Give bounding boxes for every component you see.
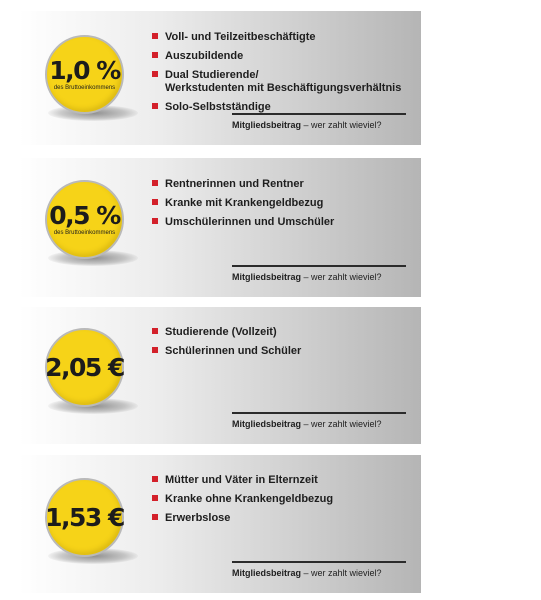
member-group-list bbox=[152, 31, 401, 120]
list-item: Kranke ohne Krankengeldbezug bbox=[152, 493, 333, 506]
rate-value: 2,05 € bbox=[45, 353, 124, 382]
rate-badge bbox=[45, 478, 124, 557]
rate-badge bbox=[45, 35, 124, 114]
badge-disc bbox=[45, 478, 124, 557]
rate-value: 0,5 % bbox=[49, 201, 120, 230]
bullet-icon bbox=[152, 103, 158, 109]
rate-value: 1,0 % bbox=[49, 56, 120, 85]
bullet-icon bbox=[152, 71, 158, 77]
list-item: Schülerinnen und Schüler bbox=[152, 345, 301, 358]
contribution-card-1 bbox=[19, 11, 421, 145]
list-item: Voll- und Teilzeitbeschäftigte bbox=[152, 31, 401, 44]
bullet-icon bbox=[152, 52, 158, 58]
contribution-card-4 bbox=[19, 455, 421, 593]
list-item: Dual Studierende/ Werkstudenten mit Beschäftigungsverhältnis bbox=[152, 69, 401, 95]
rate-badge bbox=[45, 180, 124, 259]
bullet-icon bbox=[152, 476, 158, 482]
bullet-icon bbox=[152, 347, 158, 353]
rate-subtitle: des Bruttoeinkommens bbox=[53, 230, 116, 236]
list-item: Studierende (Vollzeit) bbox=[152, 326, 301, 339]
list-item: Solo-Selbstständige bbox=[152, 101, 401, 114]
footer-text: – wer zahlt wieviel? bbox=[301, 120, 382, 130]
footer-title: Mitgliedsbeitrag bbox=[232, 120, 302, 130]
list-item: Erwerbslose bbox=[152, 512, 333, 525]
badge-disc bbox=[45, 328, 124, 407]
footer-text: – wer zahlt wieviel? bbox=[301, 568, 382, 578]
list-item: Kranke mit Krankengeldbezug bbox=[152, 197, 334, 210]
bullet-icon bbox=[152, 495, 158, 501]
footer-text: – wer zahlt wieviel? bbox=[301, 272, 382, 282]
list-item: Umschülerinnen und Umschüler bbox=[152, 216, 334, 229]
card-footer bbox=[232, 412, 406, 429]
card-footer bbox=[232, 561, 406, 578]
bullet-icon bbox=[152, 180, 158, 186]
bullet-icon bbox=[152, 218, 158, 224]
bullet-icon bbox=[152, 33, 158, 39]
badge-disc bbox=[45, 180, 124, 259]
footer-title: Mitgliedsbeitrag bbox=[232, 568, 302, 578]
bullet-icon bbox=[152, 199, 158, 205]
member-group-list bbox=[152, 178, 334, 235]
rate-subtitle: des Bruttoeinkommens bbox=[53, 85, 116, 91]
footer-text: – wer zahlt wieviel? bbox=[301, 419, 382, 429]
list-item: Auszubildende bbox=[152, 50, 401, 63]
bullet-icon bbox=[152, 328, 158, 334]
member-group-list bbox=[152, 326, 301, 364]
rate-value: 1,53 € bbox=[45, 503, 124, 532]
footer-title: Mitgliedsbeitrag bbox=[232, 272, 302, 282]
list-item: Rentnerinnen und Rentner bbox=[152, 178, 334, 191]
footer-title: Mitgliedsbeitrag bbox=[232, 419, 302, 429]
card-footer bbox=[232, 265, 406, 282]
contribution-card-3 bbox=[19, 307, 421, 444]
list-item: Mütter und Väter in Elternzeit bbox=[152, 474, 333, 487]
card-footer bbox=[232, 113, 406, 130]
contribution-card-2 bbox=[19, 158, 421, 297]
badge-disc bbox=[45, 35, 124, 114]
rate-badge bbox=[45, 328, 124, 407]
member-group-list bbox=[152, 474, 333, 531]
bullet-icon bbox=[152, 514, 158, 520]
